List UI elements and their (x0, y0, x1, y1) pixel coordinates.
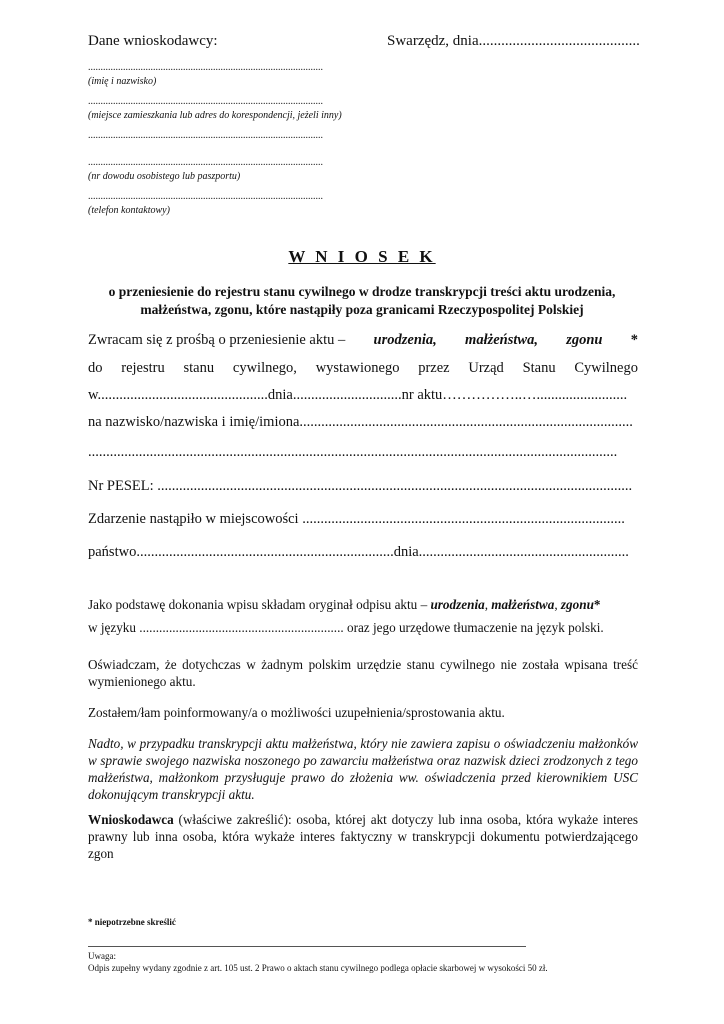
word: stanu (183, 360, 215, 376)
applicant-paragraph (88, 811, 638, 862)
applicant-data-label: Dane wnioskodawcy: (88, 33, 218, 49)
note-label: Uwaga: (88, 951, 116, 961)
word: cywilnego, (232, 360, 297, 376)
word: Stanu (522, 360, 556, 376)
id-dotted-line[interactable]: .............................................................................................. (88, 157, 323, 168)
informed-paragraph: Zostałem/łam poinformowany/a o możliwości uzupełnienia/sprostowania aktu. (88, 705, 505, 720)
document-subtitle (0, 283, 724, 319)
word: rejestru (121, 360, 165, 376)
basis-zgonu[interactable]: zgonu (560, 597, 594, 612)
word: Urząd (468, 360, 504, 376)
subtitle-line-1: o przeniesienie do rejestru stanu cywilnego w drodze transkrypcji treści aktu urodzenia, (108, 284, 616, 299)
declaration-paragraph: Oświadczam, że dotychczas w żadnym polskim urzędzie stanu cywilnego nie została wpisana treść wymienionego aktu. (88, 657, 638, 689)
basis-asterisk: * (593, 597, 601, 612)
request-text: Zwracam się z prośbą o przeniesienie aktu – (88, 332, 346, 348)
place-date-line[interactable]: Swarzędz, dnia........................................... (387, 33, 640, 49)
basis-comma: , (554, 597, 558, 612)
word: wystawionego (315, 360, 400, 376)
basis-urodzenia[interactable]: urodzenia (430, 597, 485, 612)
asterisk-mark: * (630, 332, 638, 348)
name-caption: (imię i nazwisko) (88, 76, 157, 87)
country-date-line[interactable]: państwo.......................................................................dnia.......................................................... (88, 544, 629, 560)
marriage-note-paragraph: Nadto, w przypadku transkrypcji aktu małżeństwa, który nie zawiera zapisu o oświadczeniu małżonków w sprawie swojego nazwiska noszonego po zawarciu małżeństwa oraz nazwisk dzieci zrodzonych z tego małżeństwa, małżonkom przysługuje prawo do złożenia ww. oświadczenia przed kierownikiem USC dokonującym transkrypcji aktu. (88, 736, 638, 802)
names-line[interactable]: na nazwisko/nazwiska i imię/imiona............................................................................................ (88, 414, 633, 430)
pesel-line[interactable]: Nr PESEL: ................................................................................................................................... (88, 478, 633, 494)
option-urodzenia[interactable]: urodzenia, (373, 332, 437, 348)
document-title: W N I O S E K (288, 247, 436, 266)
name-dotted-line[interactable]: .............................................................................................. (88, 62, 323, 73)
note-text: Odpis zupełny wydany zgodnie z art. 105 ust. 2 Prawo o aktach stanu cywilnego podlega opłacie skarbowej w wysokości 50 zł. (88, 963, 548, 973)
phone-dotted-line[interactable]: .............................................................................................. (88, 191, 323, 202)
basis-malzenstwa[interactable]: małżeństwa (491, 597, 555, 612)
option-malzenstwa[interactable]: małżeństwa, (465, 332, 538, 348)
subtitle-line-2: małżeństwa, zgonu, które nastąpiły poza granicami Rzeczypospolitej Polskiej (140, 302, 584, 317)
address-caption: (miejsce zamieszkania lub adres do korespondencji, jeżeli inny) (88, 110, 342, 121)
applicant-text: (właściwe zakreślić): osoba, której akt dotyczy lub inna osoba, która wykaże interes prawny lub inna osoba, która wykaże interes faktyczny w transkrypcji dokumentu potwierdzającego zgon (88, 812, 638, 861)
event-place-line[interactable]: Zdarzenie nastąpiło w miejscowości ......................................................................................... (88, 511, 625, 527)
basis-line-1 (88, 597, 601, 613)
basis-text: Jako podstawę dokonania wpisu składam oryginał odpisu aktu – (88, 597, 428, 612)
names-continuation-line[interactable]: .................................................................................................................................................. (88, 444, 618, 460)
office-date-act-line[interactable]: w...............................................dnia..............................nr aktu……………..…......................... (88, 387, 628, 403)
basis-language-line[interactable]: w języku .............................................................. oraz jego urzędowe tłumaczenie na język polski. (88, 620, 604, 635)
request-line-2 (88, 360, 638, 377)
word: przez (418, 360, 450, 376)
address-dotted-line[interactable]: .............................................................................................. (88, 96, 323, 107)
id-caption: (nr dowodu osobistego lub paszportu) (88, 171, 241, 182)
footer-divider (88, 946, 526, 947)
applicant-bold-label: Wnioskodawca (88, 812, 174, 827)
footnote: * niepotrzebne skreślić (88, 917, 176, 927)
request-line-1 (88, 332, 638, 349)
phone-caption: (telefon kontaktowy) (88, 205, 170, 216)
option-zgonu[interactable]: zgonu (566, 332, 603, 348)
basis-comma: , (484, 597, 488, 612)
word: Cywilnego (574, 360, 638, 376)
word: do (88, 360, 103, 376)
address-dotted-line-2[interactable]: .............................................................................................. (88, 130, 323, 141)
